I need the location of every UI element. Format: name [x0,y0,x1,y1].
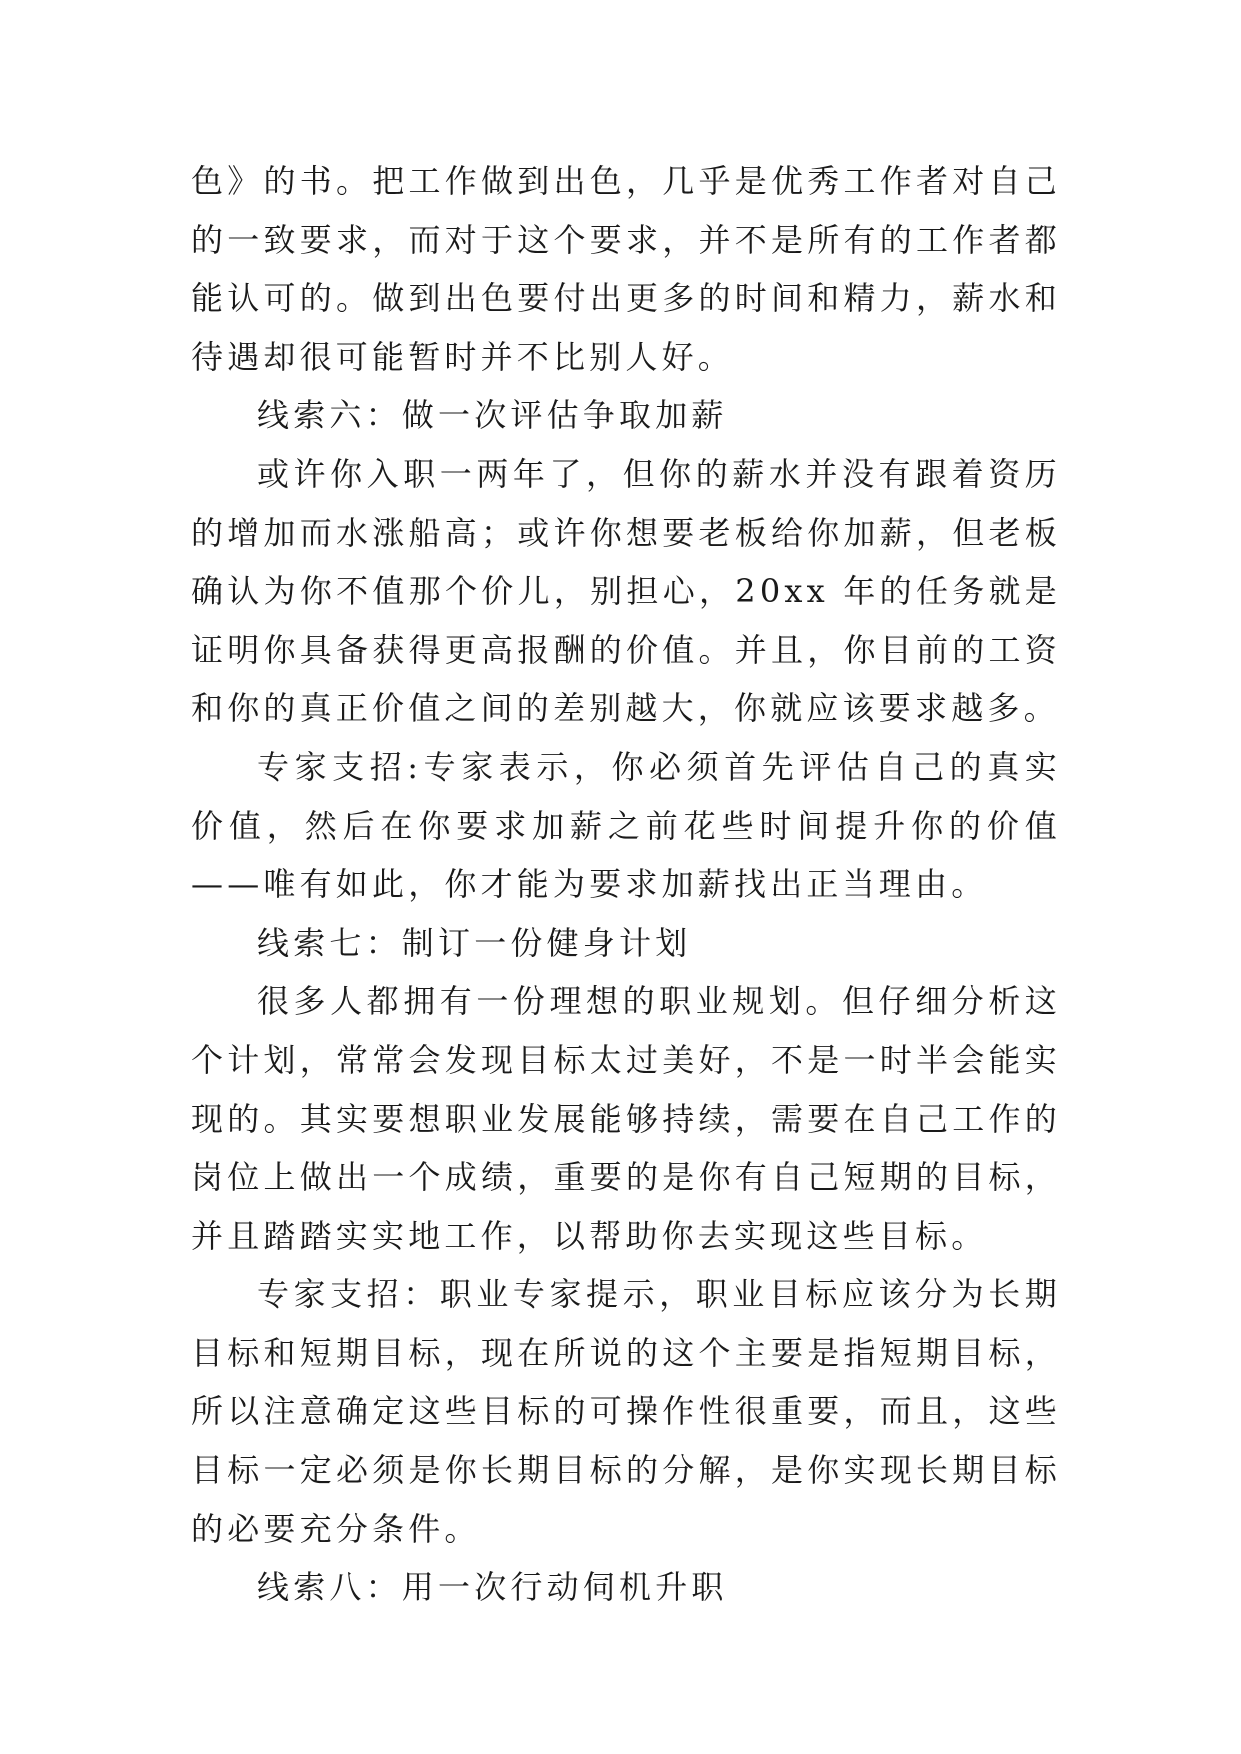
paragraph-body: 或许你入职一两年了，但你的薪水并没有跟着资历的增加而水涨船高；或许你想要老板给你加薪，但老板确认为你不值那个价儿，别担心，20xx 年的任务就是证明你具备获得更高报酬的价值。并且，你目前的工资和你的真正价值之间的差别越大，你就应该要求越多。 [191,454,1061,728]
section-heading-clue-eight: 线索八：用一次行动伺机升职 [257,1568,728,1607]
document-body [191,152,1061,1617]
section-heading-clue-seven: 线索七：制订一份健身计划 [257,923,692,962]
section-heading-clue-six: 线索六：做一次评估争取加薪 [257,396,728,435]
paragraph-expert-tip: 专家支招:专家表示，你必须首先评估自己的真实价值，然后在你要求加薪之前花些时间提升你的价值——唯有如此，你才能为要求加薪找出正当理由。 [191,747,1061,904]
paragraph-continuation: 色》的书。把工作做到出色，几乎是优秀工作者对自己的一致要求，而对于这个要求，并不是所有的工作者都能认可的。做到出色要付出更多的时间和精力，薪水和待遇却很可能暂时并不比别人好。 [191,162,1061,376]
paragraph-expert-tip: 专家支招：职业专家提示，职业目标应该分为长期目标和短期目标，现在所说的这个主要是指短期目标，所以注意确定这些目标的可操作性很重要，而且，这些目标一定必须是你长期目标的分解，是你实现长期目标的必要充分条件。 [191,1275,1061,1548]
paragraph-body: 很多人都拥有一份理想的职业规划。但仔细分析这个计划，常常会发现目标太过美好，不是一时半会能实现的。其实要想职业发展能够持续，需要在自己工作的岗位上做出一个成绩，重要的是你有自己短期的目标，并且踏踏实实地工作，以帮助你去实现这些目标。 [191,982,1061,1255]
